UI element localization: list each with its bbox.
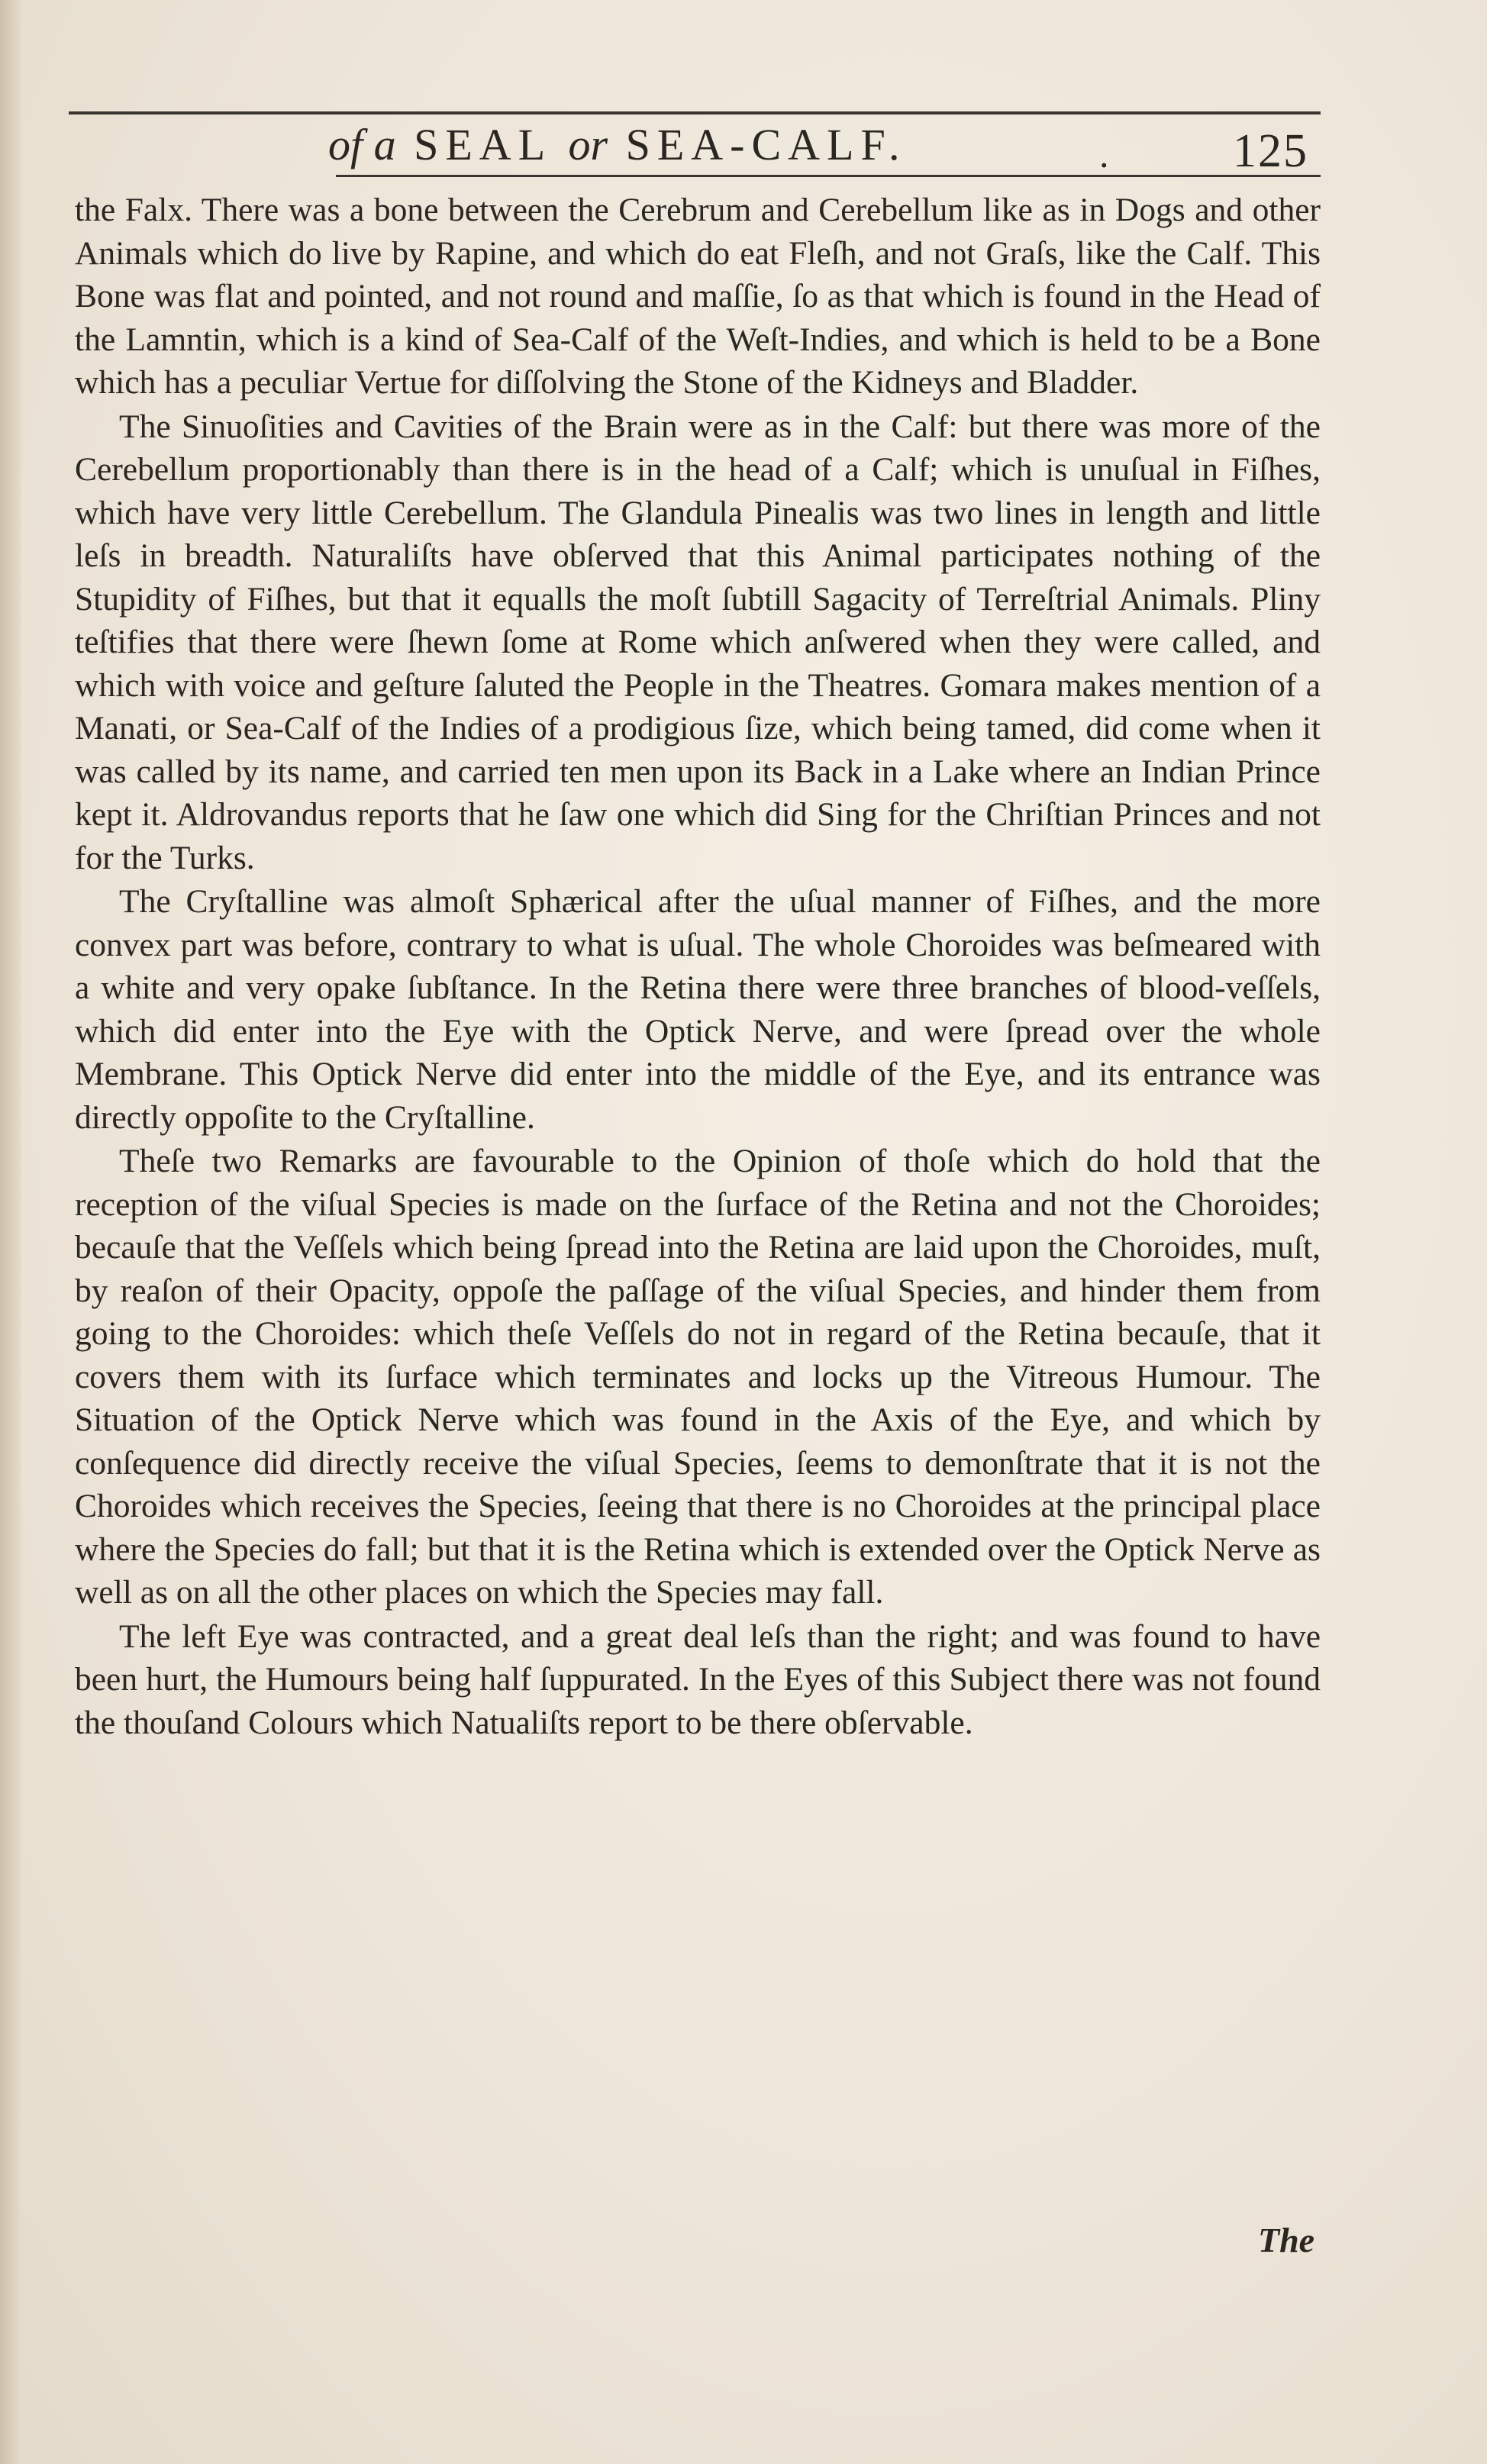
body-text [75, 189, 1321, 1744]
paragraph-3: The Cryſtalline was almoſt Sphærical after the uſual manner of Fiſhes, and the more convex part was before, contrary to what is uſual. The whole Choroides was beſmeared with a white and very opake ſubſtance. In the Retina there were three branches of blood-veſſels, which did enter into the Eye with the Optick Nerve, and were ſpread over the whole Membrane. This Optick Nerve did enter into the middle of the Eye, and its entrance was directly oppoſite to the Cryſtalline. [75, 883, 1321, 1136]
paragraph-4: Theſe two Remarks are favourable to the Opinion of thoſe which do hold that the reception of the viſual Species is made on the ſurface of the Retina and not the Choroides; becauſe that the Veſſels which being ſpread into the Retina are laid upon the Choroides, muſt, by reaſon of their Opacity, oppoſe the paſſage of the viſual Species, and hinder them from going to the Choroides: which theſe Veſſels do not in regard of the Retina becauſe, that it covers them with its ſurface which terminates and locks up the Vitreous Humour. The Situation of the Optick Nerve which was found in the Axis of the Eye, and which by conſequence did directly receive the viſual Species, ſeems to demonſtrate that it is not the Choroides which receives the Species, ſeeing that there is no Choroides at the principal place where the Species do fall; but that it is the Retina which is extended over the Optick Nerve as well as on all the other places on which the Species may fall. [75, 1143, 1321, 1611]
paragraph-2: The Sinuoſities and Cavities of the Brain were as in the Calf: but there was more of the Cerebellum proportionably than there is in the head of a Calf; which is unuſual in Fiſhes, which have very little Cerebellum. The Glandula Pinealis was two lines in length and little leſs in breadth. Naturaliſts have obſerved that this Animal participates nothing of the Stupidity of Fiſhes, but that it equalls the moſt ſubtill Sagacity of Terreſtrial Animals. Pliny teſtifies that there were ſhewn ſome at Rome which anſwered when they were called, and which with voice and geſture ſaluted the People in the Theatres. Gomara makes mention of a Manati, or Sea-Calf of the Indies of a prodigious ſize, which being tamed, did come when it was called by its name, and carried ten men upon its Back in a Lake where an Indian Prince kept it. Aldrovandus reports that he ſaw one which did Sing for the Chriſtian Princes and not for the Turks. [75, 408, 1321, 876]
catchword: The [1258, 2221, 1315, 2259]
paragraph-1: the Falx. There was a bone between the Cerebrum and Cerebellum like as in Dogs and other Animals which do live by Rapine, and which do eat Fleſh, and not Graſs, like the Calf. This Bone was flat and pointed, and not round and maſſie, ſo as that which is found in the Head of the Lamntin, which is a kind of Sea-Calf of the Weſt-Indies, and which is held to be a Bone which has a peculiar Vertue for diſſolving the Stone of the Kidneys and Bladder. [75, 192, 1321, 401]
header-dot: . [1099, 133, 1109, 176]
page-number: 125 [1233, 125, 1308, 177]
paragraph-5: The left Eye was contracted, and a great deal leſs than the right; and was found to have been hurt, the Humours being half ſuppurated. In the Eyes of this Subject there was not found the thouſand Colours which Natualiſts report to be there obſervable. [75, 1617, 1321, 1741]
running-head-seal: SEAL [414, 120, 550, 169]
header-rule-bottom [336, 175, 1321, 177]
running-head-sea-calf: SEA-CALF. [625, 120, 907, 169]
running-head-or: or [568, 120, 608, 169]
running-head [328, 114, 907, 176]
running-head-of-a: of a [328, 120, 396, 169]
page-gutter [0, 0, 21, 2464]
